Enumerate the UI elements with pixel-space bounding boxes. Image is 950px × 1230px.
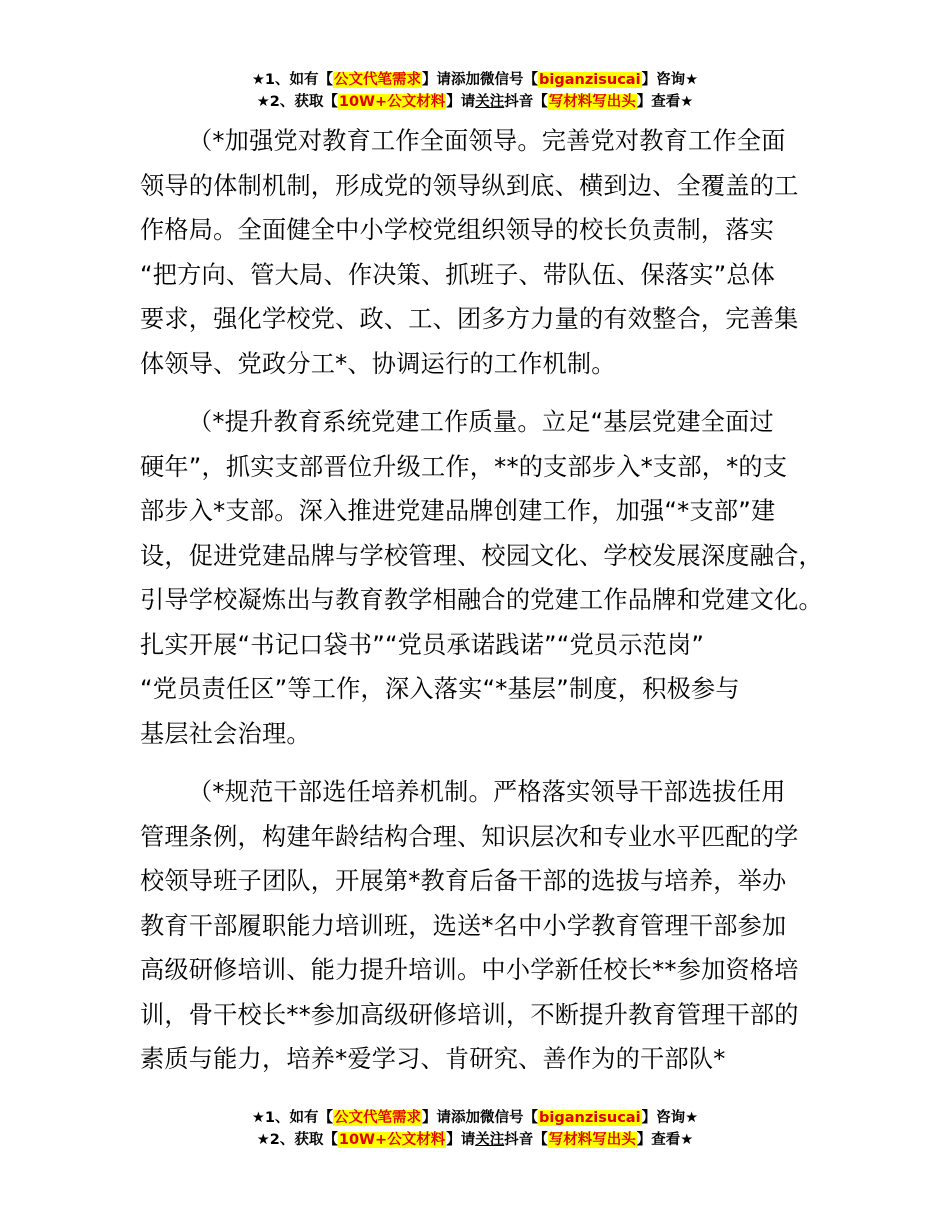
paragraph-party-leadership: （*加强党对教育工作全面领导。完善党对教育工作全面 领导的体制机制，形成党的领导纵到底、横到边、全覆盖的工 作格局。全面健全中小学校党组织领导的校长负责制，落实 “把方向、管大局、作决策、抓班子、带队伍、保落实”总体 要求，强化学校党、政、工、团多方力量的有效整合，完善集 体领导、党政分工*、协调运行的工作机制。 xyxy=(140,127,799,378)
top-banner xyxy=(0,69,950,113)
banner-line-1: ★1、如有【公文代笔需求】请添加微信号【biganzisucai】咨询★ xyxy=(251,1110,699,1126)
banner-line-2: ★2、获取【10W+公文材料】请关注抖音【写材料写出头】查看★ xyxy=(256,94,694,110)
banner-line-2: ★2、获取【10W+公文材料】请关注抖音【写材料写出头】查看★ xyxy=(256,1132,694,1148)
highlight-wechat-id: biganzisucai xyxy=(539,72,641,88)
document-body xyxy=(140,119,840,1096)
banner-line-1: ★1、如有【公文代笔需求】请添加微信号【biganzisucai】咨询★ xyxy=(251,72,699,88)
highlight-service: 公文代笔需求 xyxy=(334,1110,422,1126)
bottom-banner xyxy=(0,1107,950,1151)
paragraph-party-building: （*提升教育系统党建工作质量。立足“基层党建全面过 硬年”，抓实支部晋位升级工作，**的支部步入*支部，*的支 部步入*支部。深入推进党建品牌创建工作，加强“*支部”建 设，促进党建品牌与学校管理、校园文化、学校发展深度融合， 引导学校凝炼出与教育教学相融合的党建工作品牌和党建文化。 扎实开展“书记口袋书”“党员承诺践诺”“党员示范岗” “党员责任区”等工作，深入落实“*基层”制度，积极参与 基层社会治理。 xyxy=(140,408,823,748)
highlight-wechat-id: biganzisucai xyxy=(539,1110,641,1126)
highlight-service: 公文代笔需求 xyxy=(334,72,422,88)
highlight-materials: 10W+公文材料 xyxy=(338,1132,446,1148)
highlight-douyin: 写材料写出头 xyxy=(548,1132,636,1148)
highlight-douyin: 写材料写出头 xyxy=(548,94,636,110)
paragraph-cadre-selection: （*规范干部选任培养机制。严格落实领导干部选拔任用 管理条例，构建年龄结构合理、知识层次和专业水平匹配的学 校领导班子团队，开展第*教育后备干部的选拔与培养，举办 教育干部履职能力培训班，选送*名中小学教育管理干部参加 高级研修培训、能力提升培训。中小学新任校长**参加资格培 训，骨干校长**参加高级研修培训，不断提升教育管理干部的 素质与能力，培养*爱学习、肯研究、善作为的干部队* xyxy=(140,778,799,1073)
highlight-materials: 10W+公文材料 xyxy=(338,94,446,110)
